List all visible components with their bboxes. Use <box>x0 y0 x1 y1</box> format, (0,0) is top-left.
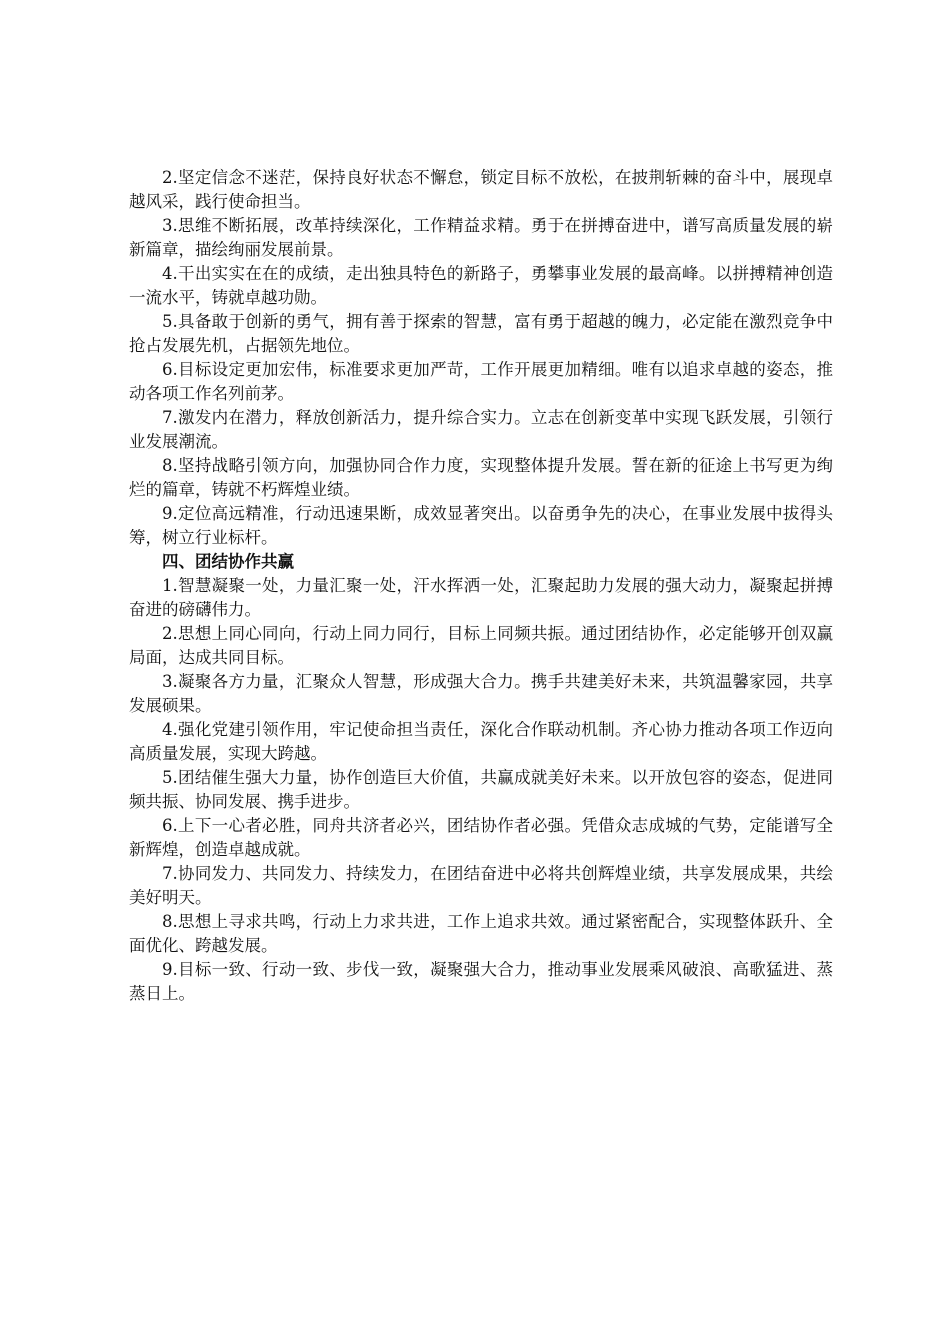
paragraph: 6.上下一心者必胜，同舟共济者必兴，团结协作者必强。凭借众志成城的气势，定能谱写全新辉煌，创造卓越成就。 <box>129 816 833 859</box>
paragraph: 2.坚定信念不迷茫，保持良好状态不懈怠，锁定目标不放松，在披荆斩棘的奋斗中，展现卓越风采，践行使命担当。 <box>129 168 833 211</box>
paragraph: 2.思想上同心同向，行动上同力同行，目标上同频共振。通过团结协作，必定能够开创双赢局面，达成共同目标。 <box>129 624 833 667</box>
paragraph: 5.团结催生强大力量，协作创造巨大价值，共赢成就美好未来。以开放包容的姿态，促进同频共振、协同发展、携手进步。 <box>129 768 833 811</box>
paragraph: 9.定位高远精准，行动迅速果断，成效显著突出。以奋勇争先的决心，在事业发展中拔得头筹，树立行业标杆。 <box>129 504 833 547</box>
paragraph: 1.智慧凝聚一处，力量汇聚一处，汗水挥洒一处，汇聚起助力发展的强大动力，凝聚起拼搏奋进的磅礴伟力。 <box>129 576 833 619</box>
paragraph: 7.激发内在潜力，释放创新活力，提升综合实力。立志在创新变革中实现飞跃发展，引领行业发展潮流。 <box>129 408 833 451</box>
paragraph: 8.思想上寻求共鸣，行动上力求共进，工作上追求共效。通过紧密配合，实现整体跃升、全面优化、跨越发展。 <box>129 912 833 955</box>
paragraph: 8.坚持战略引领方向，加强协同合作力度，实现整体提升发展。誓在新的征途上书写更为绚烂的篇章，铸就不朽辉煌业绩。 <box>129 456 833 499</box>
paragraph: 7.协同发力、共同发力、持续发力，在团结奋进中必将共创辉煌业绩，共享发展成果，共绘美好明天。 <box>129 864 833 907</box>
paragraph: 3.思维不断拓展，改革持续深化，工作精益求精。勇于在拼搏奋进中，谱写高质量发展的崭新篇章，描绘绚丽发展前景。 <box>129 216 833 259</box>
paragraph: 6.目标设定更加宏伟，标准要求更加严苛，工作开展更加精细。唯有以追求卓越的姿态，推动各项工作名列前茅。 <box>129 360 833 403</box>
paragraph: 3.凝聚各方力量，汇聚众人智慧，形成强大合力。携手共建美好未来，共筑温馨家园，共享发展硕果。 <box>129 672 833 715</box>
paragraph: 4.强化党建引领作用，牢记使命担当责任，深化合作联动机制。齐心协力推动各项工作迈向高质量发展，实现大跨越。 <box>129 720 833 763</box>
section-heading: 四、团结协作共赢 <box>162 552 294 571</box>
paragraph: 9.目标一致、行动一致、步伐一致，凝聚强大合力，推动事业发展乘风破浪、高歌猛进、蒸蒸日上。 <box>129 960 833 1003</box>
paragraph: 5.具备敢于创新的勇气，拥有善于探索的智慧，富有勇于超越的魄力，必定能在激烈竞争中抢占发展先机，占据领先地位。 <box>129 312 833 355</box>
document-page <box>129 166 833 1006</box>
paragraph: 4.干出实实在在的成绩，走出独具特色的新路子，勇攀事业发展的最高峰。以拼搏精神创造一流水平，铸就卓越功勋。 <box>129 264 833 307</box>
